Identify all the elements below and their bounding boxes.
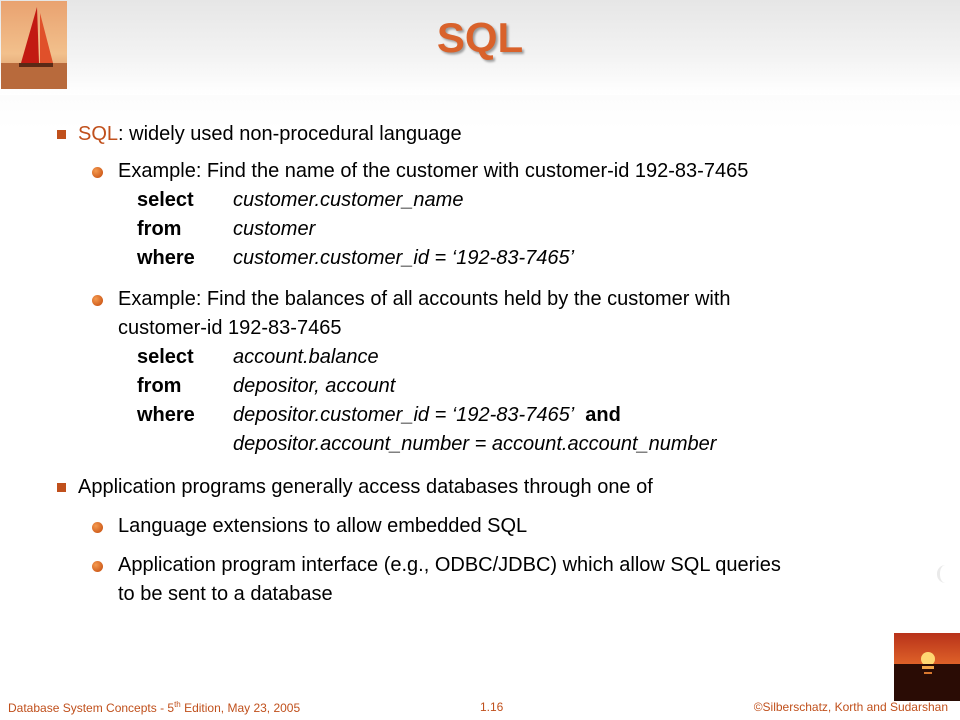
sql-and-keyword: and — [585, 404, 621, 426]
sql-expression — [233, 401, 621, 430]
slide-title: SQL — [436, 14, 524, 61]
round-bullet-icon — [92, 561, 103, 572]
sql-keyword: from — [137, 218, 182, 240]
code-block-1 — [0, 186, 960, 273]
sql-keyword: where — [137, 404, 195, 426]
sql-keyword: from — [137, 375, 182, 397]
sub-bullet-text: Example: Find the balances of all accounts held by the customer with — [118, 288, 731, 310]
bullet-application-programs — [0, 473, 960, 502]
sub-bullet-text-cont: to be sent to a database — [118, 583, 333, 605]
square-bullet-icon — [57, 130, 66, 139]
sql-expression: customer.customer_name — [233, 189, 464, 211]
sql-expression: depositor, account — [233, 375, 396, 397]
sql-expression: customer.customer_id = ‘192-83-7465’ — [233, 247, 575, 269]
bullet-text: Application programs generally access databases through one of — [78, 476, 653, 498]
bullet-sql — [0, 120, 960, 149]
footer-book-text: Database System Concepts - 5 — [8, 701, 175, 715]
code-line — [0, 430, 960, 459]
slide-footer — [0, 698, 960, 720]
code-line — [0, 343, 960, 372]
code-line — [0, 186, 960, 215]
footer-superscript: th — [174, 700, 181, 709]
sub-bullet-api — [0, 551, 960, 609]
sql-keyword: select — [137, 346, 194, 368]
sql-expression: account.balance — [233, 346, 379, 368]
sql-expression: customer — [233, 218, 316, 240]
code-line — [0, 244, 960, 273]
sub-bullet-text: Application program interface (e.g., ODBC/JDBC) which allow SQL queries — [118, 554, 781, 576]
round-bullet-icon — [92, 167, 103, 178]
slide-body — [0, 120, 960, 619]
footer-copyright: ©Silberschatz, Korth and Sudarshan — [753, 700, 948, 714]
code-block-2 — [0, 343, 960, 459]
sub-bullet-example-2 — [0, 285, 960, 343]
sunset-logo-icon — [894, 633, 960, 701]
sub-bullet-text: Example: Find the name of the customer with customer-id 192-83-7465 — [118, 160, 749, 182]
round-bullet-icon — [92, 522, 103, 533]
code-line — [0, 401, 960, 430]
footer-slide-number: 1.16 — [480, 700, 504, 714]
sql-term: SQL — [78, 123, 119, 145]
footer-edition-text: Edition, May 23, 2005 — [180, 701, 301, 715]
square-bullet-icon — [57, 483, 66, 492]
decorative-mark — [937, 565, 954, 583]
sub-bullet-text-cont: customer-id 192-83-7465 — [118, 317, 342, 339]
round-bullet-icon — [92, 295, 103, 306]
sub-bullet-example-1 — [0, 157, 960, 186]
sql-expression-text: depositor.customer_id = ‘192-83-7465’ — [233, 404, 575, 426]
sql-expression: depositor.account_number = account.account_number — [233, 433, 717, 455]
sql-keyword: where — [137, 247, 195, 269]
sub-bullet-text: Language extensions to allow embedded SQL — [118, 515, 528, 537]
footer-book-title — [8, 700, 300, 715]
code-line — [0, 215, 960, 244]
sub-bullet-language-extensions — [0, 512, 960, 541]
bullet-text: : widely used non-procedural language — [118, 123, 462, 145]
code-line — [0, 372, 960, 401]
sql-keyword: select — [137, 189, 194, 211]
